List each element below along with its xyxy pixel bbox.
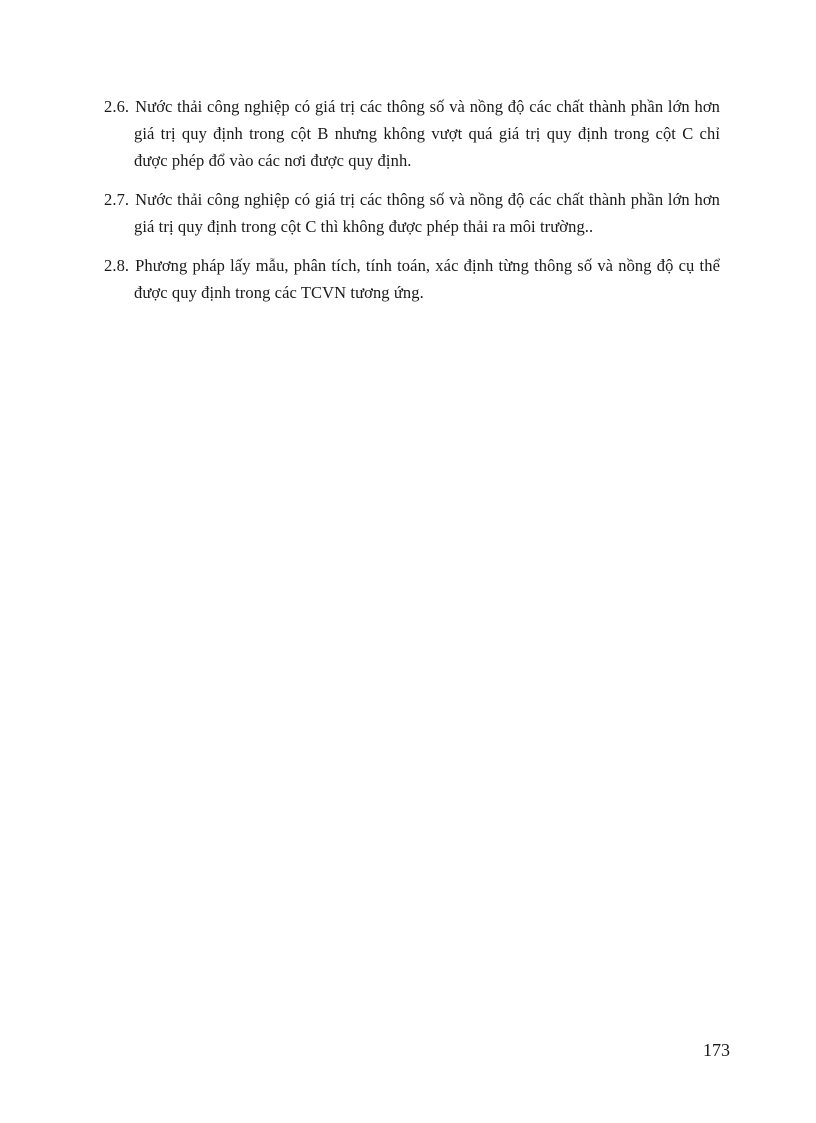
item-text: Nước thải công nghiệp có giá trị các thông số và nồng độ các chất thành phần lớn hơn giá trị quy định trong cột B nhưng không vượt quá giá trị quy định trong cột C chỉ được phép đổ vào các nơi được quy định. — [134, 97, 720, 170]
page-number: 173 — [703, 1040, 730, 1060]
item-number: 2.8. — [104, 256, 130, 275]
list-item-2-8 — [104, 252, 720, 306]
list-item-2-6 — [104, 93, 720, 174]
list-item-2-7 — [104, 186, 720, 240]
item-text: Phương pháp lấy mẫu, phân tích, tính toán, xác định từng thông số và nồng độ cụ thể được quy định trong các TCVN tương ứng. — [134, 256, 720, 302]
item-number: 2.7. — [104, 190, 130, 209]
item-number: 2.6. — [104, 97, 130, 116]
item-text: Nước thải công nghiệp có giá trị các thông số và nồng độ các chất thành phần lớn hơn giá trị quy định trong cột C thì không được phép thải ra môi trường.. — [134, 190, 720, 236]
page-content — [104, 93, 720, 318]
